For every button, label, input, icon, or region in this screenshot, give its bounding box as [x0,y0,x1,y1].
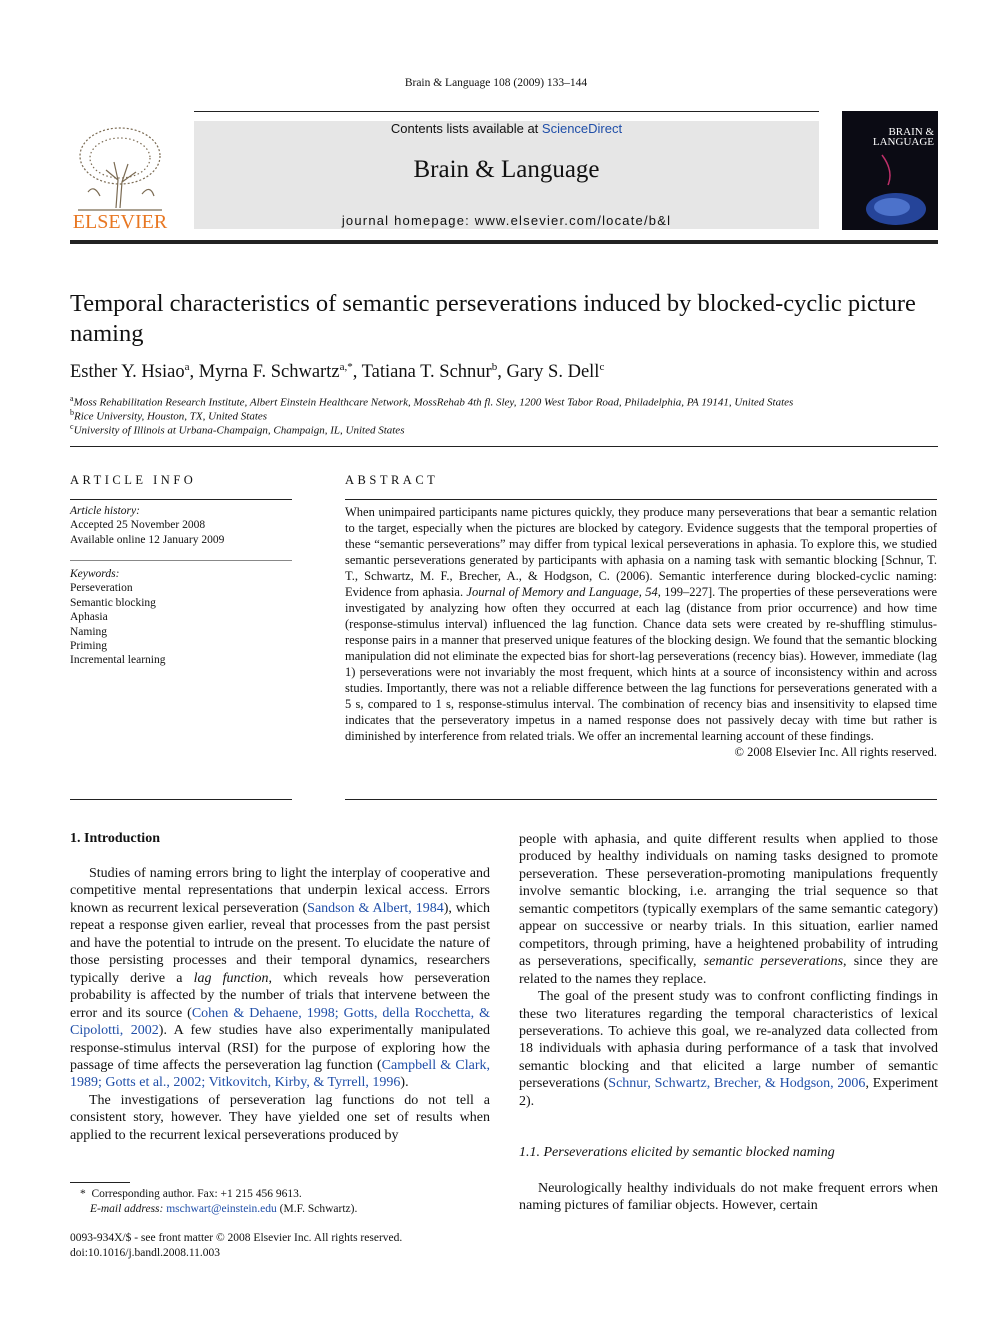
affiliation: $^b$Rice University, Houston, TX, United States [70,408,268,423]
author-list: Esther Y. Hsiao$^a$, Myrna F. Schwartz$^{a,*}$, Tatiana T. Schnur$^b$, Gary S. Dell$^c$ [70,361,605,382]
contents-prefix: Contents lists available at [390,121,542,136]
header-thick-rule [70,240,938,244]
article-info-rule [70,499,292,500]
keyword: Perseveration [70,582,133,595]
article-title: Temporal characteristics of semantic perseverations induced by blocked-cyclic picture naming [70,290,916,347]
copyright-notice: © 2008 Elsevier Inc. All rights reserved. [734,745,937,759]
body-right-column: people with aphasia, and quite different results when applied to those produced by healthy individuals on naming tasks designed to promote perseveration. These perseveration-promoting manipulations frequently involve semantic blocking, i.e. arranging the trial sequence so that semantic competitors (typically exemplars of the same semantic category) appear on successive or nearby trials. In this situation, earlier named competitors, through priming, have a heightened probability of intruding as perseverations, specifically, semantic perseverations, since they are related to the names they replace. The goal of the present study was to confront conflicting findings in these two literatures regarding the temporal characteristics of lexical perseverations. To achieve this goal, we re-analyzed data collected from 18 individuals with aphasia during performance of a task that involved semantic blocking and that elicited a large number of semantic perseverations (Schnur, Schwartz, Brecher, & Hodgson, 2006, Experiment 2). [519,832,939,1109]
footnote-rule [70,1182,130,1183]
body-left-column: Studies of naming errors bring to light the interplay of cooperative and competitive mental representations that underpin lexical access. Errors known as recurrent lexical perseveration (Sandson & Albert, 1984), which repeat a response given earlier, reveal that processes from the past persist and have the potential to intrude on the present. To elucidate the nature of those persisting processes and their temporal dynamics, researchers typically derive a lag function, which reveals how perseveration probability is affected by the number of trials that intervene between the error and its source (Cohen & Dehaene, 1998; Gotts, della Rocchetta, & Cipolotti, 2002). A few studies have also experimentally manipulated response-stimulus interval (RSI) for the purpose of exploring how the passage of time affects the perseveration lag function (Campbell & Clark, 1989; Gotts et al., 2002; Vitkovitch, Kirby, & Tyrrell, 1996). The investigations of perseveration lag functions do not tell a consistent story, however. They have yielded one set of results when applied to the recurrent lexical perseverations produced by [70,866,490,1143]
elsevier-tree-logo [70,122,170,232]
elsevier-wordmark: ELSEVIER [72,211,168,232]
keywords-label: Keywords: [70,568,120,580]
citation-link[interactable]: Cohen & Dehaene, 1998; Gotts, della Rocchetta, & Cipolotti, 2002 [70,1005,490,1039]
keywords-rule [70,560,292,561]
accepted-date: Accepted 25 November 2008 [70,519,206,532]
article-history [70,504,292,547]
keyword: Priming [70,640,108,653]
online-date: Available online 12 January 2009 [70,533,225,546]
author[interactable]: Esther Y. Hsiao$^a$ [70,361,190,382]
footnote: * Corresponding author. Fax: +1 215 456 9613. E-mail address: mschwart@einstein.edu (M.F. Schwartz). [80,1188,358,1215]
brain-illustration-icon [842,151,938,230]
tree-icon [78,128,162,210]
cover-title-line-2: LANGUAGE [872,136,934,148]
citation-link[interactable]: Sandson & Albert, 1984 [307,900,444,916]
affiliation: $^c$University of Illinois at Urbana-Champaign, Champaign, IL, United States [70,422,405,437]
affiliation: $^a$Moss Rehabilitation Research Institute, Albert Einstein Healthcare Network, MossRehab 4th fl. Sley, 1200 West Tabor Road, Philadelphia, PA 19141, United States [70,394,794,409]
citation-link[interactable]: Schnur, Schwartz, Brecher, & Hodgson, 2006 [608,1076,866,1092]
journal-name: Brain & Language [413,156,600,183]
citation-link[interactable]: Campbell & Clark, 1989; Gotts et al., 2002; Vitkovitch, Kirby, & Tyrrell, 1996 [70,1057,490,1091]
author[interactable]: Gary S. Dell$^c$ [506,361,605,382]
affiliation-rule [70,446,938,447]
corresponding-author: Corresponding author. Fax: +1 215 456 9613. [91,1188,302,1200]
history-label: Article history: [70,505,140,517]
abstract-bottom-rule [345,799,937,800]
issn: 0093-934X/$ - see front matter © 2008 Elsevier Inc. All rights reserved. [70,1232,403,1244]
journal-homepage[interactable]: journal homepage: www.elsevier.com/locate/b&l [341,213,672,228]
keyword: Incremental learning [70,654,166,667]
keywords [70,567,292,668]
keyword: Naming [70,625,108,638]
cover-title-line-1: BRAIN & [888,126,934,138]
keyword: Aphasia [70,611,108,624]
subsection-heading: 1.1. Perseverations elicited by semantic blocked naming [519,1145,835,1160]
contents-line [194,121,819,136]
journal-reference: Brain & Language 108 (2009) 133–144 [404,77,588,89]
doi[interactable]: doi:10.1016/j.bandl.2008.11.003 [70,1246,221,1259]
email-link[interactable]: mschwart@einstein.edu [166,1202,277,1215]
publication-info [70,1231,490,1260]
author[interactable]: Tatiana T. Schnur$^b$ [361,361,498,382]
article-info-bottom-rule [70,799,292,800]
abstract-heading: ABSTRACT [345,473,439,487]
author[interactable]: Myrna F. Schwartz$^{a,*}$ [198,361,353,382]
journal-cover-image [842,111,938,230]
section-heading: 1. Introduction [70,831,160,846]
sciencedirect-link[interactable]: ScienceDirect [541,121,623,136]
abstract-rule [345,499,937,500]
body-right-column-cont: Neurologically healthy individuals do not make frequent errors when naming pictures of familiar objects. However, certain [519,1181,938,1214]
keyword: Semantic blocking [70,596,156,609]
article-info-heading: ARTICLE INFO [70,473,197,487]
header-top-rule [194,111,819,112]
abstract-body: When unimpaired participants name pictures quickly, they produce many perseverations that bear a semantic relation to the target, especially when the pictures are blocked by category. Evidence suggests that the temporal properties of these “semantic perseverations” may differ from typical lexical perseverations in aphasia. To explore this, we studied semantic perseverations generated by participants with aphasia on a naming task with semantic blocking [Schnur, T. T., Schwartz, M. F., Brecher, A., & Hodgson, C. (2006). Semantic interference during blocked-cyclic naming: Evidence from aphasia. Journal of Memory and Language, 54, 199–227]. The properties of these perseverations were investigated by analyzing how often they occurred at each lag (distance from prior occurrence) and how time (response-stimulus interval) influenced the lag function. Chance data sets were created by re-shuffling stimulus-response pairs in a manner that preserved unique features of the blocking design. We found that the semantic blocking manipulation did not eliminate the expected bias for short-lag perseverations (recency bias). However, immediate (lag 1) perseverations were not invariably the most frequent, which hints at a source of inconsistency within and across studies. Importantly, there was not a reliable difference between the lag functions for perseverations generated with a 5 s, compared to 1 s, response-stimulus interval. The combination of recency bias and insensitivity to elapsed time indicates that the perseveratory impetus in a named response does not passively decay with time but rather is diminished by interference from related trials. We offer an incremental learning account of these findings. © 2008 Elsevier Inc. All rights reserved. [345,505,937,759]
